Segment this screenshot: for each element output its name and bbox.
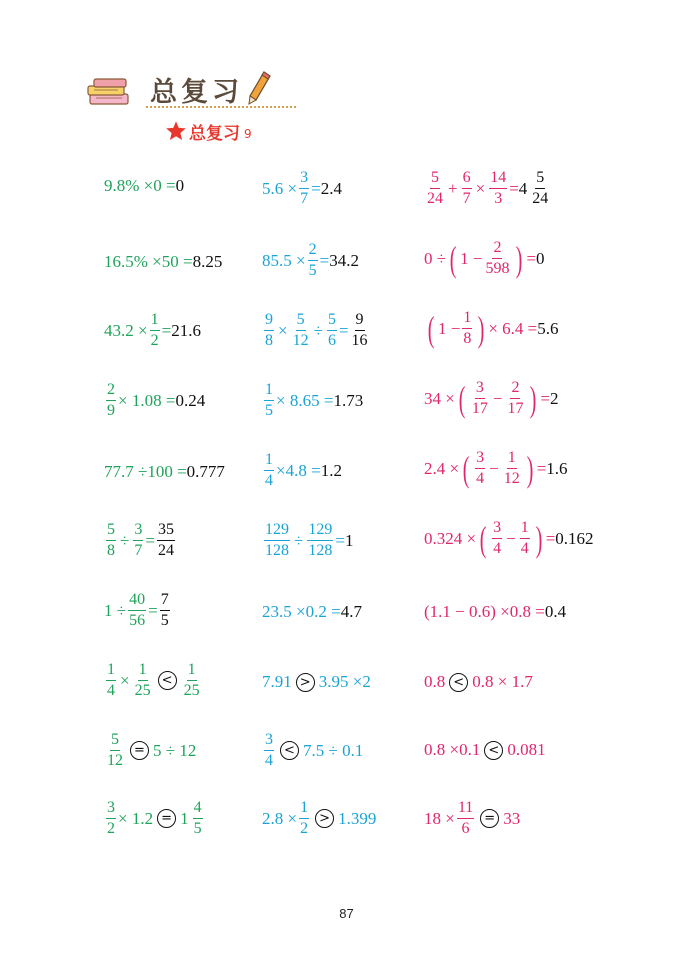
comparison-circle: = <box>157 809 176 828</box>
problem-r9c3: 0.8 ×0.1 < 0.081 <box>424 740 546 759</box>
problem-r10c1: $\frac{3}{2}$ × 1.2 = 1 $\frac{4}{5}$ <box>107 799 202 837</box>
comparison-circle: > <box>315 809 334 828</box>
problem-r2c2: 85.5 × $\frac{2}{5}$ = 34.2 <box>262 241 359 279</box>
problem-r4c1: $\frac{2}{9}$ × 1.08 = 0.24 <box>107 381 206 419</box>
problem-r6c1: $\frac{5}{8}$ ÷ $\frac{3}{7}$ = $\frac{35}{24}$ <box>107 521 174 559</box>
fraction: $\frac{3}{7}$ <box>300 169 309 207</box>
problem-r1c1 <box>104 176 184 196</box>
comparison-circle: < <box>449 673 468 692</box>
problem-r7c3: (1.1 − 0.6) ×0.8 = 0.4 <box>424 602 567 621</box>
problem-text: 9.8% ×0 = <box>104 176 176 195</box>
page-header <box>86 68 286 112</box>
subtitle-label: 总复习 <box>189 123 240 144</box>
comparison-circle: > <box>296 673 315 692</box>
problem-r3c2: $\frac{9}{8}$ × $\frac{5}{12}$ ÷ $\frac{5}{6}$ = $\frac{9}{16}$ <box>265 311 368 349</box>
page-number: 87 <box>339 906 354 921</box>
star-icon <box>165 120 187 142</box>
problem-r9c2: $\frac{3}{4}$ < 7.5 ÷ 0.1 <box>265 731 364 769</box>
problem-r8c1: $\frac{1}{4}$ × $\frac{1}{25}$ < $\frac{1}{25}$ <box>107 661 200 699</box>
comparison-circle: < <box>484 741 503 760</box>
problem-r6c2: $\frac{129}{128}$ ÷ $\frac{129}{128}$ = 1 <box>265 521 354 559</box>
problem-r3c1: 43.2 × $\frac{1}{2}$ = 21.6 <box>104 311 201 349</box>
problem-r10c3: 18 × $\frac{11}{6}$ = 33 <box>424 799 521 837</box>
title-underline <box>146 106 296 108</box>
comparison-circle: < <box>280 741 299 760</box>
problem-r7c1: 1 ÷ $\frac{40}{56}$ = $\frac{7}{5}$ <box>104 591 169 629</box>
books-icon <box>86 76 132 108</box>
problem-r5c3: 2.4 × ( $\frac{3}{4}$ − $\frac{1}{12}$ ) = 1.6 <box>424 448 568 489</box>
answer: 0 <box>175 176 185 195</box>
pencil-icon <box>246 70 272 106</box>
problem-r1c2: 5.6 × $\frac{3}{7}$ = 2.4 <box>262 169 342 207</box>
problem-r9c1: $\frac{5}{12}$ = 5 ÷ 12 <box>107 731 197 769</box>
problem-r7c2: 23.5 ×0.2 = 4.7 <box>262 602 362 621</box>
comparison-circle: < <box>158 671 177 690</box>
problem-r2c3: 0 ÷ ( 1 − $\frac{2}{598}$ ) = 0 <box>424 238 545 279</box>
problem-r8c3: 0.8 < 0.8 × 1.7 <box>424 672 533 691</box>
problem-r5c2: $\frac{1}{4}$ ×4.8 = 1.2 <box>265 451 342 489</box>
subtitle-number: 9 <box>244 127 252 141</box>
comparison-circle: = <box>480 809 499 828</box>
problem-r1c3: $\frac{5}{24}$ + $\frac{6}{7}$ × $\frac{14}{3}$ = 4 $\frac{5}{24}$ <box>427 169 549 207</box>
problem-r6c3: 0.324 × ( $\frac{3}{4}$ − $\frac{1}{4}$ ) = 0.162 <box>424 518 594 559</box>
section-subtitle <box>165 118 252 144</box>
problem-r2c1: 16.5% ×50 = 8.25 <box>104 252 223 271</box>
problem-r4c2: $\frac{1}{5}$ × 8.65 = 1.73 <box>265 381 364 419</box>
problem-r8c2: 7.91 > 3.95 ×2 <box>262 672 371 691</box>
problem-r4c3: 34 × ( $\frac{3}{17}$ − $\frac{2}{17}$ ) = 2 <box>424 378 559 419</box>
problem-r10c2: 2.8 × $\frac{1}{2}$ > 1.399 <box>262 799 377 837</box>
problem-r3c3: ( 1 − $\frac{1}{8}$ ) × 6.4 = 5.6 <box>427 308 559 349</box>
page-title: 总复习 <box>150 77 243 108</box>
problem-r5c1: 77.7 ÷100 = 0.777 <box>104 462 225 481</box>
comparison-circle: = <box>130 741 149 760</box>
